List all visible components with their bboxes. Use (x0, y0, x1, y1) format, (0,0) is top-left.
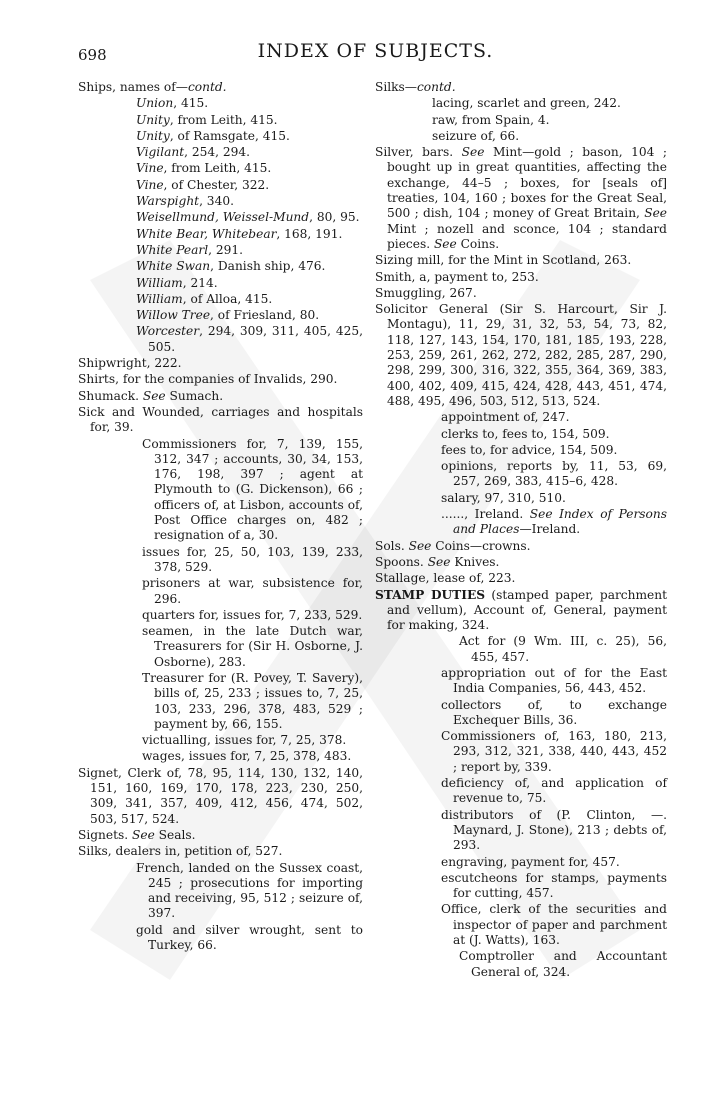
index-entry (78, 545, 363, 576)
index-entry (78, 259, 363, 274)
entry-text: See (433, 236, 457, 251)
entry-text: Smith, a, payment to, 253. (375, 269, 539, 284)
entry-text: issues for, 25, 50, 103, 139, 233, 378, 529. (142, 544, 363, 574)
entry-text: Willow Tree (136, 308, 211, 323)
index-entry (78, 608, 363, 623)
entry-text: Solicitor General (Sir S. Harcourt, Sir J. Montagu), 11, 29, 31, 32, 53, 54, 73, 82, 118, 127, 143, 154, 170, 181, 185, 193, 228, 253, 259, 261, 262, 272, 282, 285, 287, 290, 298, 299, 300, 316, 322, 355, 364, 369, 383, 400, 402, 409, 415, 424, 428, 443, 451, 474, 488, 495, 496, 503, 512, 513, 524. (375, 302, 667, 408)
entry-text: gold and silver wrought, sent to Turkey, 66. (136, 922, 363, 953)
entry-text: Sizing mill, for the Mint in Scotland, 263. (375, 253, 632, 268)
entry-text: Unity (136, 112, 170, 127)
entry-text: Office, clerk of the securities and inspector of paper and parchment at (J. Watts), 163. (441, 902, 667, 948)
entry-text: Mint ; nozell and sconce, 104 ; standard pieces. (387, 221, 667, 251)
entry-text: STAMP DUTIES (375, 587, 486, 602)
entry-text: , of Alloa, 415. (182, 291, 273, 306)
entry-text: See (461, 145, 485, 160)
index-entry (78, 749, 363, 764)
entry-text: , Danish ship, 476. (210, 259, 326, 274)
entry-text: lacing, scarlet and green, 242. (432, 96, 621, 111)
index-entry (78, 96, 363, 111)
index-entry (375, 698, 667, 729)
index-entry (78, 276, 363, 291)
entry-text: raw, from Spain, 4. (432, 112, 550, 127)
entry-text: wages, issues for, 7, 25, 378, 483. (142, 749, 352, 764)
running-title: INDEX OF SUBJECTS. (257, 40, 494, 62)
index-entry (375, 871, 667, 902)
entry-text: Ships, names of— (78, 80, 188, 94)
entry-text: ......, Ireland. (441, 507, 530, 522)
entry-text: , 168, 191. (276, 226, 343, 241)
index-entry (375, 729, 667, 775)
entry-text: See (132, 827, 155, 842)
index-entry (78, 844, 363, 859)
entry-text: Vigilant (136, 145, 185, 160)
index-entry (375, 588, 667, 634)
index-entry (78, 145, 363, 160)
entry-text: Spoons. (375, 554, 428, 569)
index-entry (375, 410, 667, 425)
index-entry (78, 194, 363, 209)
entry-text: distributors of (P. Clinton, —. Maynard, J. Stone), 213 ; debts of, 293. (441, 807, 667, 853)
index-entry (375, 459, 667, 490)
entry-text: Coins—crowns. (431, 538, 531, 553)
entry-text: fees to, for advice, 154, 509. (441, 442, 618, 457)
index-entry (375, 145, 667, 252)
entry-text: See (408, 538, 432, 553)
entry-text: , of Friesland, 80. (210, 308, 320, 323)
index-entry (78, 861, 363, 922)
entry-text: Vine (136, 161, 164, 176)
index-entry (78, 80, 363, 95)
entry-text: Commissioners for, 7, 139, 155, 312, 347 ; accounts, 30, 34, 153, 176, 198, 397 ; agent at Plymouth to (G. Dickenson), 66 ; officers of, at Lisbon, accounts of, Post Office charges on, 482 ; resignation of a, 30. (142, 436, 363, 543)
entry-text: , 415. (173, 96, 209, 111)
entry-text: See (644, 206, 667, 221)
index-entry (375, 855, 667, 870)
entry-text: appointment of, 247. (441, 410, 570, 425)
index-entry (375, 666, 667, 697)
entry-text: Treasurer for (R. Povey, T. Savery), bills of, 25, 233 ; issues to, 7, 25, 103, 233, 296, 378, 483, 529 ; payment by, 66, 155. (142, 670, 363, 731)
index-entry (78, 178, 363, 193)
entry-text: Mint—gold ; bason, 104 ; bought up in great quantities, affecting the exchange, 44–5 ; boxes, for [seals of] treaties, 104, 160 ; boxes for the Great Seal, 500 ; dish, 104 ; money of Great Britain, (387, 145, 667, 221)
index-entry (78, 405, 363, 436)
index-entry (78, 923, 363, 954)
entry-text: Commissioners of, 163, 180, 213, 293, 312, 321, 338, 440, 443, 452 ; report by, 339. (441, 729, 667, 774)
entry-text: Coins. (456, 236, 500, 251)
index-entry (78, 308, 363, 323)
entry-text: White Bear, Whitebear (136, 226, 277, 241)
index-entry (78, 227, 363, 242)
index-entry (375, 555, 667, 570)
entry-text: —Ireland. (519, 522, 581, 537)
entry-text: Seals. (154, 827, 196, 842)
entry-text: Warspight (136, 194, 200, 209)
index-entry (375, 507, 667, 538)
index-entry (78, 624, 363, 670)
index-entry (78, 671, 363, 732)
index-entry (78, 161, 363, 176)
entry-text: , 291. (208, 242, 244, 257)
entry-text: William (136, 291, 183, 306)
entry-text: Shirts, for the companies of Invalids, 290. (78, 372, 338, 387)
entry-text: deficiency of, and application of revenue to, 75. (441, 776, 667, 806)
index-entry (78, 576, 363, 607)
entry-text: engraving, payment for, 457. (441, 854, 620, 869)
entry-text: See Index of Persons and Places (453, 507, 667, 537)
entry-text: , 214. (182, 275, 218, 290)
entry-text: Act for (9 Wm. III, c. 25), 56, 455, 457. (459, 634, 667, 664)
entry-text: salary, 97, 310, 510. (441, 490, 566, 505)
right-column (375, 80, 667, 981)
entry-text: contd. (416, 80, 456, 94)
index-entry (375, 253, 667, 268)
index-entry (375, 571, 667, 586)
entry-text: Unity (136, 128, 170, 143)
entry-text: victualling, issues for, 7, 25, 378. (142, 733, 347, 748)
index-entry (375, 634, 667, 665)
entry-text: contd. (187, 80, 227, 94)
entry-text: Weisellmund, Weissel-Mund (136, 210, 310, 225)
index-entry (375, 491, 667, 506)
entry-text: seamen, in the late Dutch war, Treasurers for (Sir H. Osborne, J. Osborne), 283. (142, 624, 363, 669)
entry-text: prisoners at war, subsistence for, 296. (142, 576, 363, 606)
entry-text: Comptroller and Accountant General of, 324. (459, 949, 667, 979)
entry-text: clerks to, fees to, 154, 509. (441, 426, 610, 441)
index-entry (375, 96, 667, 111)
entry-text: , of Ramsgate, 415. (169, 128, 290, 143)
entry-text: escutcheons for stamps, payments for cutting, 457. (441, 870, 667, 901)
index-entry (375, 286, 667, 301)
entry-text: , from Leith, 415. (163, 161, 272, 176)
entry-text: seizure of, 66. (432, 128, 520, 143)
entry-text: Silks, dealers in, petition of, 527. (78, 844, 283, 859)
entry-text: Shumack. (78, 388, 143, 403)
entry-text: White Swan (136, 259, 211, 274)
entry-text: Sick and Wounded, carriages and hospitals for, 39. (78, 404, 363, 435)
entry-text: Shipwright, 222. (78, 356, 182, 371)
entry-text: , from Leith, 415. (169, 112, 278, 127)
index-entry (78, 210, 363, 225)
index-entry (78, 292, 363, 307)
index-entry (375, 539, 667, 554)
entry-text: Sumach. (165, 388, 224, 403)
entry-text: Union (136, 96, 174, 111)
entry-text: French, landed on the Sussex coast, 245 ; prosecutions for importing and receiving, 95, 512 ; seizure of, 397. (136, 860, 363, 921)
index-entry (78, 356, 363, 371)
index-entry (375, 113, 667, 128)
index-entry (78, 324, 363, 355)
index-entry (78, 828, 363, 843)
entry-text: William (136, 275, 183, 290)
page-number: 698 (78, 46, 107, 64)
entry-text: , of Chester, 322. (163, 177, 270, 192)
index-entry (78, 766, 363, 827)
entry-text: See (427, 554, 451, 569)
left-column (78, 80, 363, 954)
index-entry (375, 776, 667, 807)
entry-text: Stallage, lease of, 223. (375, 571, 516, 586)
entry-text: White Pearl (136, 242, 209, 257)
index-entry (375, 129, 667, 144)
entry-text: Silver, bars. (375, 145, 462, 160)
entry-text: , 294, 309, 311, 405, 425, 505. (148, 324, 363, 354)
entry-text: Worcester (136, 324, 200, 339)
entry-text: , 80, 95. (309, 210, 360, 225)
entry-text: Smuggling, 267. (375, 285, 477, 300)
entry-text: (stamped paper, parchment and vellum), Account of, General, payment for making, 324. (387, 587, 667, 633)
index-entry (78, 372, 363, 387)
entry-text: Silks— (375, 80, 417, 94)
index-entry (375, 902, 667, 948)
entry-text: opinions, reports by, 11, 53, 69, 257, 269, 383, 415–6, 428. (441, 459, 667, 489)
index-entry (375, 443, 667, 458)
entry-text: Vine (136, 177, 164, 192)
entry-text: appropriation out of for the East India Companies, 56, 443, 452. (441, 665, 667, 696)
entry-text: Knives. (450, 554, 500, 569)
entry-text: See (142, 388, 166, 403)
entry-text: Signet, Clerk of, 78, 95, 114, 130, 132, 140, 151, 160, 169, 170, 178, 223, 230, 250, 309, 341, 357, 409, 412, 456, 474, 502, 503, 517, 524. (78, 765, 363, 826)
index-entry (78, 243, 363, 258)
index-entry (375, 427, 667, 442)
index-entry (78, 389, 363, 404)
entry-text: Sols. (375, 538, 409, 553)
page-header (78, 40, 673, 70)
index-entry (78, 437, 363, 544)
index-entry (78, 129, 363, 144)
entry-text: collectors of, to exchange Exchequer Bills, 36. (441, 697, 667, 727)
entry-text: quarters for, issues for, 7, 233, 529. (142, 607, 363, 622)
index-entry (375, 270, 667, 285)
entry-text: , 340. (199, 194, 234, 209)
entry-text: , 254, 294. (184, 145, 251, 160)
index-entry (375, 302, 667, 409)
index-entry (375, 80, 667, 95)
entry-text: Signets. (78, 827, 133, 842)
index-entry (375, 808, 667, 854)
index-entry (78, 113, 363, 128)
index-entry (375, 949, 667, 980)
index-entry (78, 733, 363, 748)
